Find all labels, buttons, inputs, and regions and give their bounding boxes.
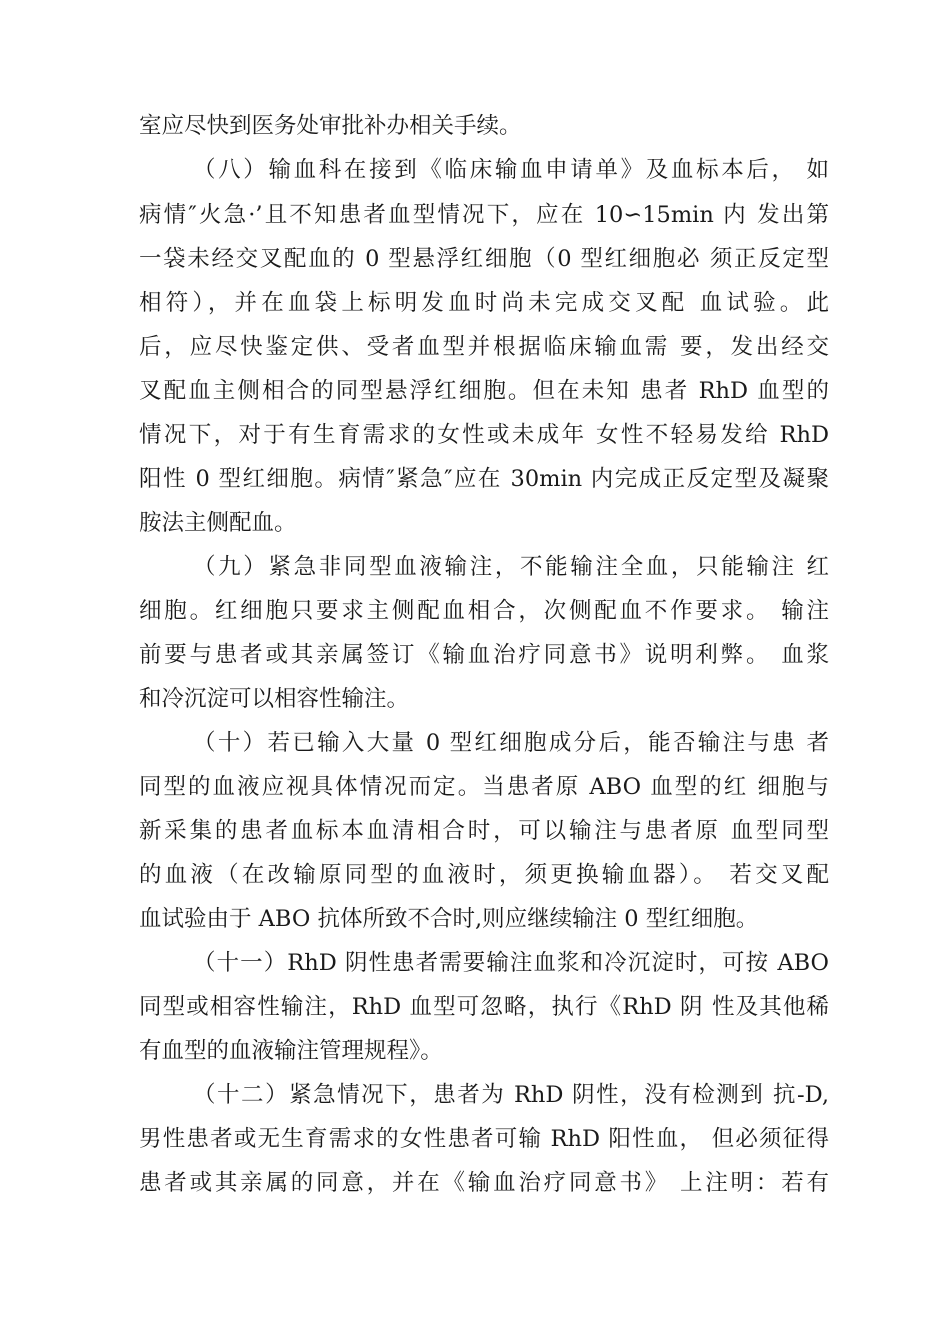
text-line: 胺法主侧配血。 <box>139 510 297 536</box>
text-line: （九）紧急非同型血液输注，不能输注全血，只能输注 红 <box>193 554 829 580</box>
text-line: （十二）紧急情况下，患者为 RhD 阴性，没有检测到 抗-D, <box>193 1082 829 1108</box>
text-line: 患者或其亲属的同意，并在《输血治疗同意书》 上注明：若有 <box>139 1170 829 1196</box>
text-line: 后，应尽快鉴定供、受者血型并根据临床输血需 要，发出经交 <box>139 334 829 360</box>
text-line: 有血型的血液输注管理规程》。 <box>139 1038 443 1064</box>
text-line: 新采集的患者血标本血清相合时，可以输注与患者原 血型同型 <box>139 818 829 844</box>
text-line: 情况下，对于有生育需求的女性或未成年 女性不轻易发给 RhD <box>139 422 829 448</box>
text-line: 同型或相容性输注，RhD 血型可忽略，执行《RhD 阴 性及其他稀 <box>139 994 829 1020</box>
text-line: 病情″火急·’且不知患者血型情况下，应在 10∽15min 内 发出第 <box>139 202 829 228</box>
text-line: 细胞。红细胞只要求主侧配血相合，次侧配血不作要求。 输注 <box>139 598 829 624</box>
text-line: 同型的血液应视具体情况而定。当患者原 ABO 血型的红 细胞与 <box>139 774 829 800</box>
text-line: （八）输血科在接到《临床输血申请单》及血标本后， 如 <box>193 157 829 183</box>
text-line: 男性患者或无生育需求的女性患者可输 RhD 阳性血， 但必须征得 <box>139 1126 829 1152</box>
text-line: 相符），并在血袋上标明发血时尚未完成交叉配 血试验。此 <box>139 290 829 316</box>
text-line: （十一）RhD 阴性患者需要输注血浆和冷沉淀时，可按 ABO <box>193 950 829 976</box>
text-line: 血试验由于 ABO 抗体所致不合时,则应继续输注 0 型红细胞。 <box>139 906 759 932</box>
text-line: （十）若已输入大量 0 型红细胞成分后，能否输注与患 者 <box>193 730 829 756</box>
text-line: 阳性 0 型红细胞。病情″紧急″应在 30min 内完成正反定型及凝聚 <box>139 466 829 492</box>
text-line: 的血液（在改输原同型的血液时，须更换输血器）。 若交叉配 <box>139 862 829 888</box>
text-line: 前要与患者或其亲属签订《输血治疗同意书》说明利弊。 血浆 <box>139 642 829 668</box>
text-line: 一袋未经交叉配血的 0 型悬浮红细胞（0 型红细胞必 须正反定型 <box>139 246 829 272</box>
text-line: 叉配血主侧相合的同型悬浮红细胞。但在未知 患者 RhD 血型的 <box>139 378 829 404</box>
text-line: 室应尽快到医务处审批补办相关手续。 <box>139 113 522 139</box>
text-line: 和冷沉淀可以相容性输注。 <box>139 686 410 712</box>
